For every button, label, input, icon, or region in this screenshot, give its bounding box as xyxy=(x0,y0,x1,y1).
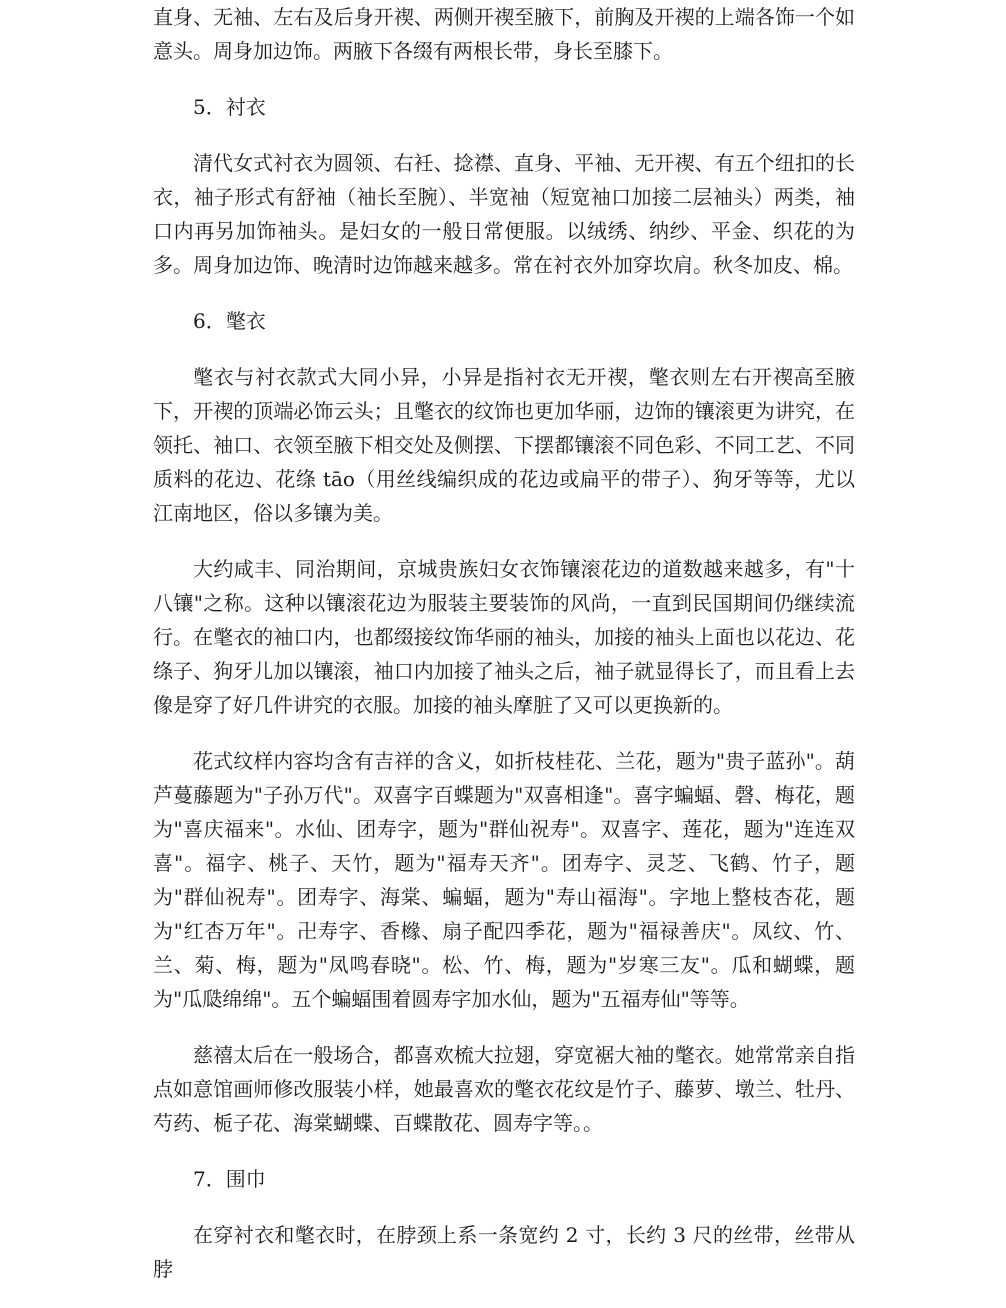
paragraph-continued: 直身、无袖、左右及后身开禊、两侧开禊至腋下，前胸及开禊的上端各饰一个如意头。周身加边饰。两腋下各缀有两根长带，身长至膝下。 xyxy=(153,5,855,63)
paragraph-xianfeng: 大约咸丰、同治期间，京城贵族妇女衣饰镶滚花边的道数越来越多，有"十八镶"之称。这种以镶滚花边为服装主要装饰的风尚，一直到民国期间仍继续流行。在氅衣的袖口内，也都缀接纹饰华丽的袖头，加接的袖头上面也以花边、花绦子、狗牙儿加以镶滚，袖口内加接了袖头之后，袖子就显得长了，而且看上去像是穿了好几件讲究的衣服。加接的袖头摩脏了又可以更换新的。 xyxy=(153,557,855,717)
section-heading-6: 6．氅衣 xyxy=(193,309,266,333)
document-body xyxy=(153,0,855,1308)
paragraph-changyi: 氅衣与衬衣款式大同小异，小异是指衬衣无开禊，氅衣则左右开禊高至腋下，开禊的顶端必饰云头；且氅衣的纹饰也更加华丽，边饰的镶滚更为讲究，在领托、袖口、衣领至腋下相交处及侧摆、下摆都镶滚不同色彩、不同工艺、不同质料的花边、花绦 tāo（用丝线编织成的花边或扁平的带子）、狗牙等等，尤以江南地区，俗以多镶为美。 xyxy=(153,365,855,525)
paragraph-patterns: 花式纹样内容均含有吉祥的含义，如折枝桂花、兰花，题为"贵子蓝孙"。葫芦蔓藤题为"子孙万代"。双喜字百蝶题为"双喜相逢"。喜字蝙蝠、磬、梅花，题为"喜庆福来"。水仙、团寿字，题为"群仙祝寿"。双喜字、莲花，题为"连连双喜"。福字、桃子、天竹，题为"福寿天齐"。团寿字、灵芝、飞鹤、竹子，题为"群仙祝寿"。团寿字、海棠、蝙蝠，题为"寿山福海"。字地上整枝杏花，题为"红杏万年"。卍寿字、香橼、扇子配四季花，题为"福禄善庆"。凤纹、竹、兰、菊、梅，题为"凤鸣春晓"。松、竹、梅，题为"岁寒三友"。瓜和蝴蝶，题为"瓜瓞绵绵"。五个蝙蝠围着圆寿字加水仙，题为"五福寿仙"等等。 xyxy=(153,749,855,1011)
paragraph-cixi: 慈禧太后在一般场合，都喜欢梳大拉翅，穿宽裾大袖的氅衣。她常常亲自指点如意馆画师修改服装小样，她最喜欢的氅衣花纹是竹子、藤萝、墩兰、牡丹、芍药、栀子花、海棠蝴蝶、百蝶散花、圆寿字等。。 xyxy=(153,1043,855,1135)
section-heading-7: 7．围巾 xyxy=(193,1167,266,1191)
paragraph-shirt: 清代女式衬衣为圆领、右衽、捻襟、直身、平袖、无开禊、有五个纽扣的长衣，袖子形式有舒袖（袖长至腕）、半宽袖（短宽袖口加接二层袖头）两类，袖口内再另加饰袖头。是妇女的一般日常便服。以绒绣、纳纱、平金、织花的为多。周身加边饰、晚清时边饰越来越多。常在衬衣外加穿坎肩。秋冬加皮、棉。 xyxy=(153,151,855,277)
section-heading-5: 5．衬衣 xyxy=(193,95,266,119)
paragraph-scarf: 在穿衬衣和氅衣时，在脖颈上系一条宽约 2 寸，长约 3 尺的丝带，丝带从脖 xyxy=(153,1223,855,1281)
